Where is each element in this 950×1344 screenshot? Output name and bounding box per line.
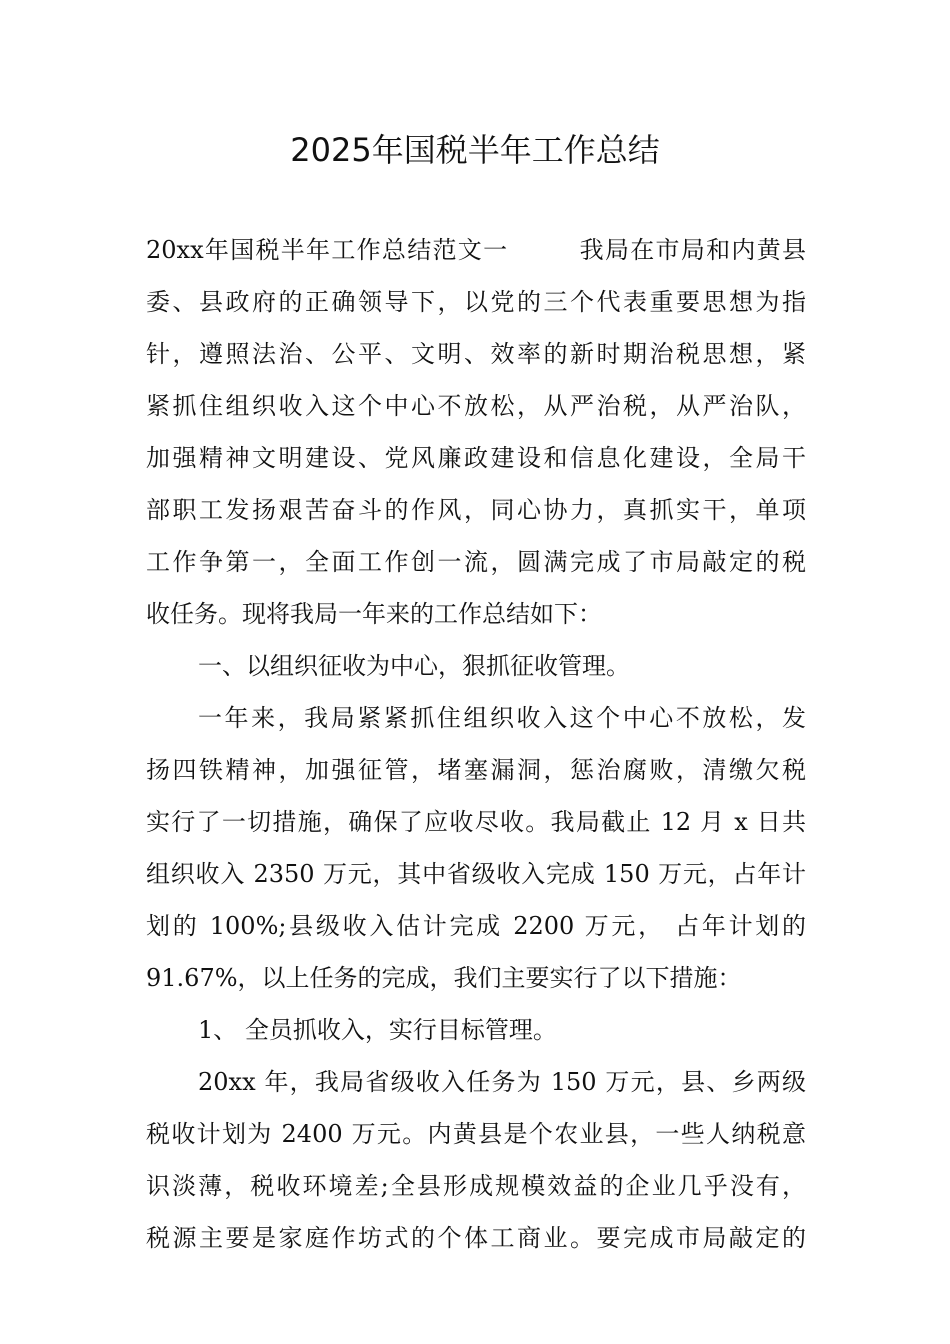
text-line: 收任务。现将我局一年来的工作总结如下：	[146, 600, 602, 628]
text-line: 委、县政府的正确领导下，以党的三个代表重要思想为指	[146, 288, 806, 316]
section-heading-inline: 20xx年国税半年工作总结范文一	[146, 236, 509, 264]
text-line: 识淡薄，税收环境差;全县形成规模效益的企业几乎没有，	[146, 1172, 806, 1200]
text-line: 91.67%，以上任务的完成，我们主要实行了以下措施：	[146, 964, 742, 992]
text-line: 紧抓住组织收入这个中心不放松，从严治税，从严治队，	[146, 392, 806, 420]
text-line: 组织收入 2350 万元，其中省级收入完成 150 万元，占年计	[146, 860, 806, 888]
text-line: 税源主要是家庭作坊式的个体工商业。要完成市局敲定的	[146, 1224, 806, 1252]
text-line: 加强精神文明建设、党风廉政建设和信息化建设，全局干	[146, 444, 806, 472]
text-line: 划的 100%;县级收入估计完成 2200 万元， 占年计划的	[146, 912, 806, 940]
document-body	[146, 224, 806, 1264]
section-heading: 一、以组织征收为中心，狠抓征收管理。	[198, 652, 630, 680]
text-line: 税收计划为 2400 万元。内黄县是个农业县，一些人纳税意	[146, 1120, 806, 1148]
text-line: 针，遵照法治、公平、文明、效率的新时期治税思想，紧	[146, 340, 806, 368]
text-line: 部职工发扬艰苦奋斗的作风，同心协力，真抓实干，单项	[146, 496, 806, 524]
subsection-heading: 1、 全员抓收入，实行目标管理。	[198, 1016, 557, 1044]
text-line: 20xx 年，我局省级收入任务为 150 万元，县、乡两级	[198, 1068, 806, 1096]
paragraph-start: 我局在市局和内黄县	[578, 236, 806, 264]
text-line	[146, 224, 806, 276]
text-line: 实行了一切措施，确保了应收尽收。我局截止 12 月 x 日共	[146, 808, 806, 836]
document-title: 2025年国税半年工作总结	[290, 131, 660, 169]
text-line: 一年来，我局紧紧抓住组织收入这个中心不放松，发	[198, 704, 806, 732]
text-line: 工作争第一，全面工作创一流，圆满完成了市局敲定的税	[146, 548, 806, 576]
text-line: 扬四铁精神，加强征管，堵塞漏洞，惩治腐败，清缴欠税	[146, 756, 806, 784]
